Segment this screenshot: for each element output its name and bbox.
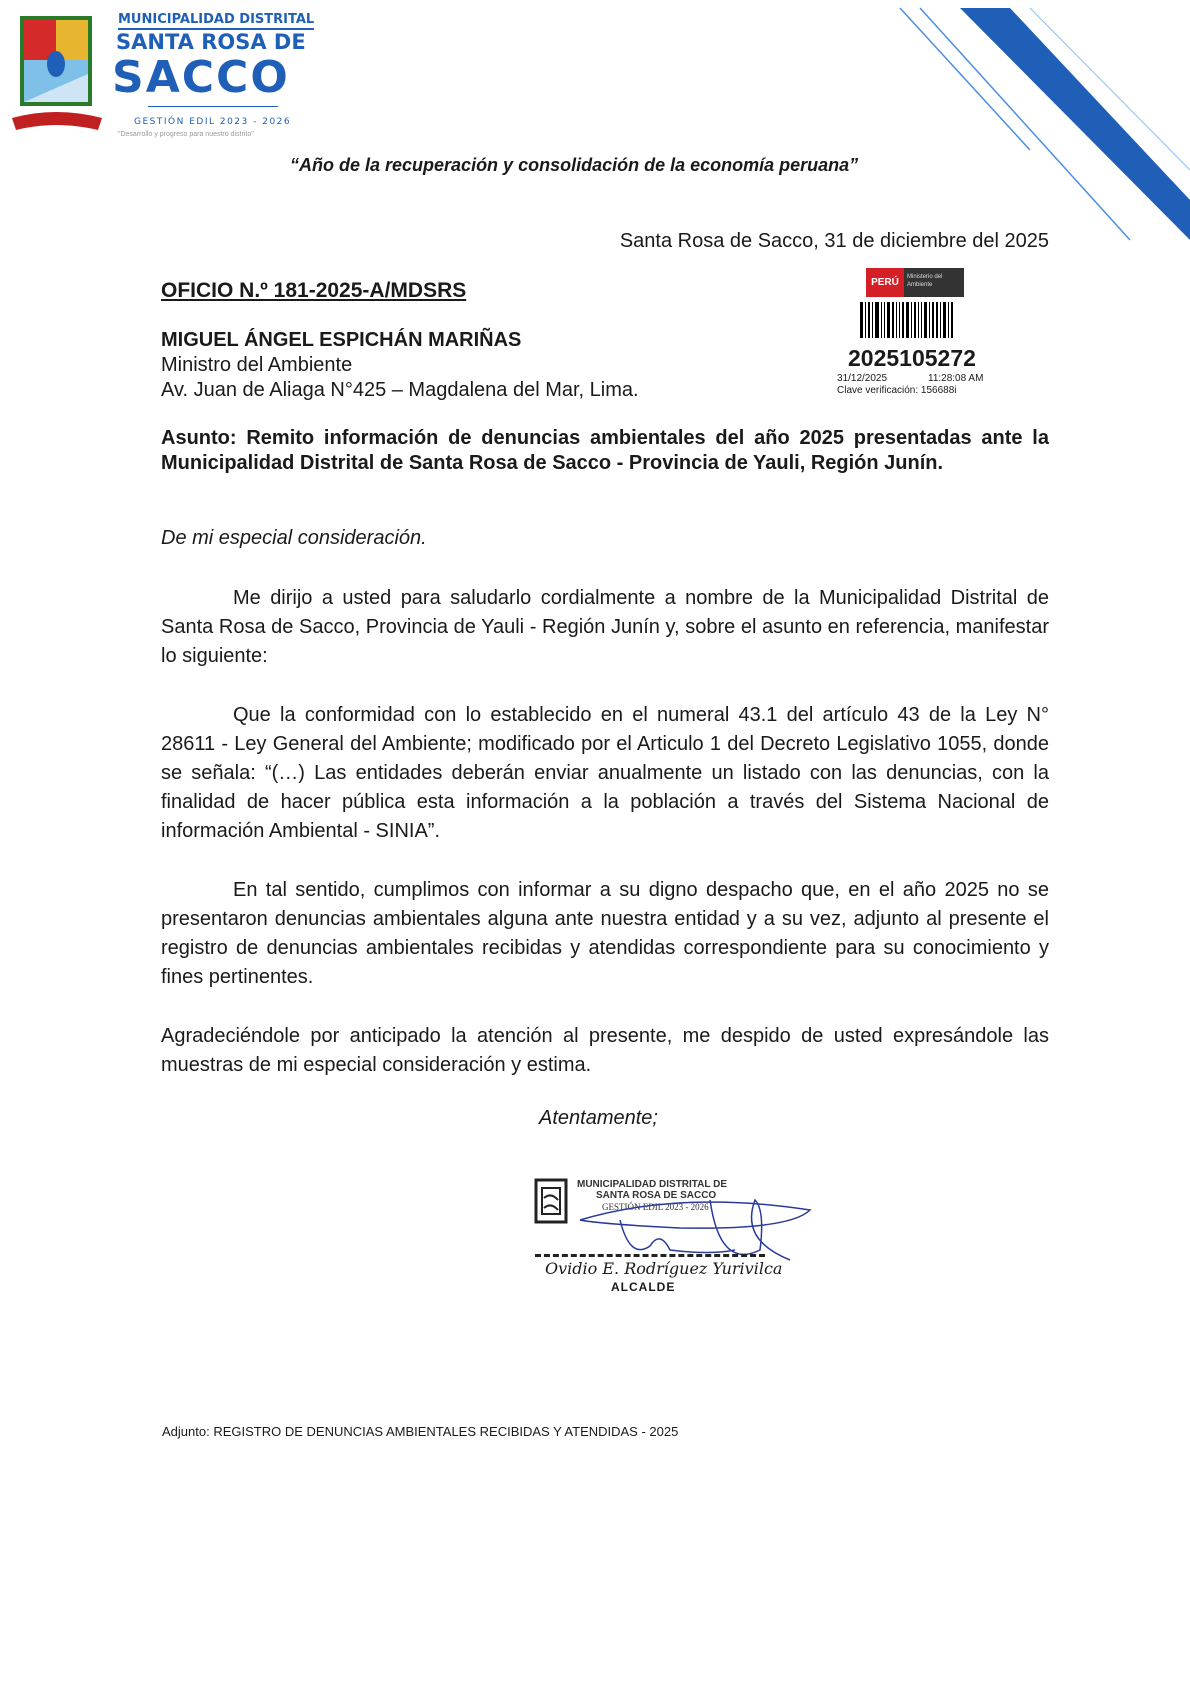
barcode-bar bbox=[929, 302, 930, 338]
barcode-bar bbox=[887, 302, 890, 338]
closing: Atentamente; bbox=[539, 1107, 658, 1129]
barcode-bar bbox=[924, 302, 927, 338]
barcode-bar bbox=[899, 302, 900, 338]
date-line: Santa Rosa de Sacco, 31 de diciembre del 2025 bbox=[619, 230, 1049, 252]
barcode-bar bbox=[872, 302, 873, 338]
barcode-bar bbox=[902, 302, 904, 338]
stamp-time: 11:28:08 AM bbox=[928, 373, 984, 384]
paragraph-3: En tal sentido, cumplimos con informar a su digno despacho que, en el año 2025 no se presentaron denuncias ambientales alguna ante nuestra entidad y a su vez, adjunto al presente el registro de denuncias ambientales recibidas y atendidas correspondiente para su conocimiento y fines pertinentes. bbox=[161, 879, 1049, 988]
barcode-bar bbox=[914, 302, 916, 338]
barcode-bar bbox=[881, 302, 882, 338]
motto: “Año de la recuperación y consolidación de la economía peruana” bbox=[290, 155, 859, 175]
signature-line bbox=[535, 1254, 765, 1257]
recipient-title: Ministro del Ambiente bbox=[161, 354, 353, 376]
letterhead-line2: SANTA ROSA DE bbox=[116, 30, 306, 54]
signature-stamp-line1: MUNICIPALIDAD DISTRITAL DE bbox=[577, 1179, 727, 1190]
reference-number: OFICIO N.º 181-2025-A/MDSRS bbox=[161, 279, 467, 302]
barcode-bar bbox=[906, 302, 909, 338]
subject bbox=[161, 426, 1049, 476]
stamp-number: 2025105272 bbox=[848, 345, 976, 371]
subject-label: Asunto: bbox=[161, 427, 237, 449]
signature-stamp-line3: GESTIÓN EDIL 2023 - 2026 bbox=[602, 1202, 709, 1212]
stamp-country: PERÚ bbox=[866, 268, 904, 297]
attachment-note bbox=[162, 1424, 678, 1439]
letterhead-line3: SACCO bbox=[112, 52, 290, 103]
barcode-bar bbox=[860, 302, 863, 338]
attachment-label: Adjunto: bbox=[162, 1424, 210, 1439]
reception-stamp-header bbox=[866, 268, 964, 297]
barcode-bar bbox=[921, 302, 922, 338]
barcode-bar bbox=[943, 302, 946, 338]
paragraph-2: Que la conformidad con lo establecido en el numeral 43.1 del artículo 43 de la Ley N° 28611 - Ley General del Ambiente; modificado por el Articulo 1 del Decreto Legislativo 1055, donde se señala: “(…) Las entidades deberán enviar anualmente un listado con las denuncias, con la finalidad de hacer pública esta información a la población a través del Sistema Nacional de información Ambiental - SINIA”. bbox=[161, 704, 1049, 842]
barcode-bar bbox=[951, 302, 953, 338]
stamp-ministry: Ministerio del Ambiente bbox=[904, 268, 964, 297]
signature-stamp-line2: SANTA ROSA DE SACCO bbox=[596, 1190, 717, 1201]
recipient-name: MIGUEL ÁNGEL ESPICHÁN MARIÑAS bbox=[161, 329, 522, 351]
signer-role: ALCALDE bbox=[611, 1280, 676, 1294]
barcode-bar bbox=[865, 302, 866, 338]
barcode-bar bbox=[896, 302, 897, 338]
barcode-bar bbox=[875, 302, 879, 338]
subject-text: Remito información de denuncias ambientales del año 2025 presentadas ante la Municipalidad Distrital de Santa Rosa de Sacco - Provincia de Yauli, Región Junín. bbox=[161, 427, 1049, 474]
recipient-address: Av. Juan de Aliaga N°425 – Magdalena del Mar, Lima. bbox=[161, 379, 639, 401]
barcode-bar bbox=[948, 302, 949, 338]
barcode-bar bbox=[892, 302, 894, 338]
barcode-bar bbox=[918, 302, 919, 338]
stamp-verification: Clave verificación: 156688i bbox=[837, 385, 957, 396]
letterhead-slogan: "Desarrollo y progreso para nuestro distrito" bbox=[118, 131, 254, 138]
coat-of-arms-logo bbox=[8, 14, 108, 136]
attachment-text: REGISTRO DE DENUNCIAS AMBIENTALES RECIBIDAS Y ATENDIDAS - 2025 bbox=[213, 1424, 679, 1439]
letterhead-line4: GESTIÓN EDIL 2023 - 2026 bbox=[134, 117, 292, 127]
paragraph-1: Me dirijo a usted para saludarlo cordialmente a nombre de la Municipalidad Distrital de Santa Rosa de Sacco, Provincia de Yauli - Región Junín y, sobre el asunto en referencia, manifestar lo siguiente: bbox=[161, 587, 1049, 667]
letterhead-line1: MUNICIPALIDAD DISTRITAL bbox=[118, 12, 314, 30]
barcode-bar bbox=[884, 302, 885, 338]
barcode-bar bbox=[940, 302, 941, 338]
barcode-bar bbox=[936, 302, 938, 338]
barcode-bar bbox=[932, 302, 934, 338]
paragraph-4: Agradeciéndole por anticipado la atención al presente, me despido de usted expresándole las muestras de mi especial consideración y estima. bbox=[161, 1025, 1049, 1076]
barcode-bar bbox=[911, 302, 912, 338]
stamp-date: 31/12/2025 bbox=[837, 373, 888, 384]
letterhead-divider bbox=[148, 106, 278, 107]
greeting: De mi especial consideración. bbox=[161, 527, 427, 549]
barcode bbox=[860, 302, 978, 338]
corner-stripes-decoration bbox=[880, 0, 1190, 260]
barcode-bar bbox=[868, 302, 870, 338]
signer-name: Ovidio E. Rodríguez Yurivilca bbox=[545, 1259, 783, 1278]
